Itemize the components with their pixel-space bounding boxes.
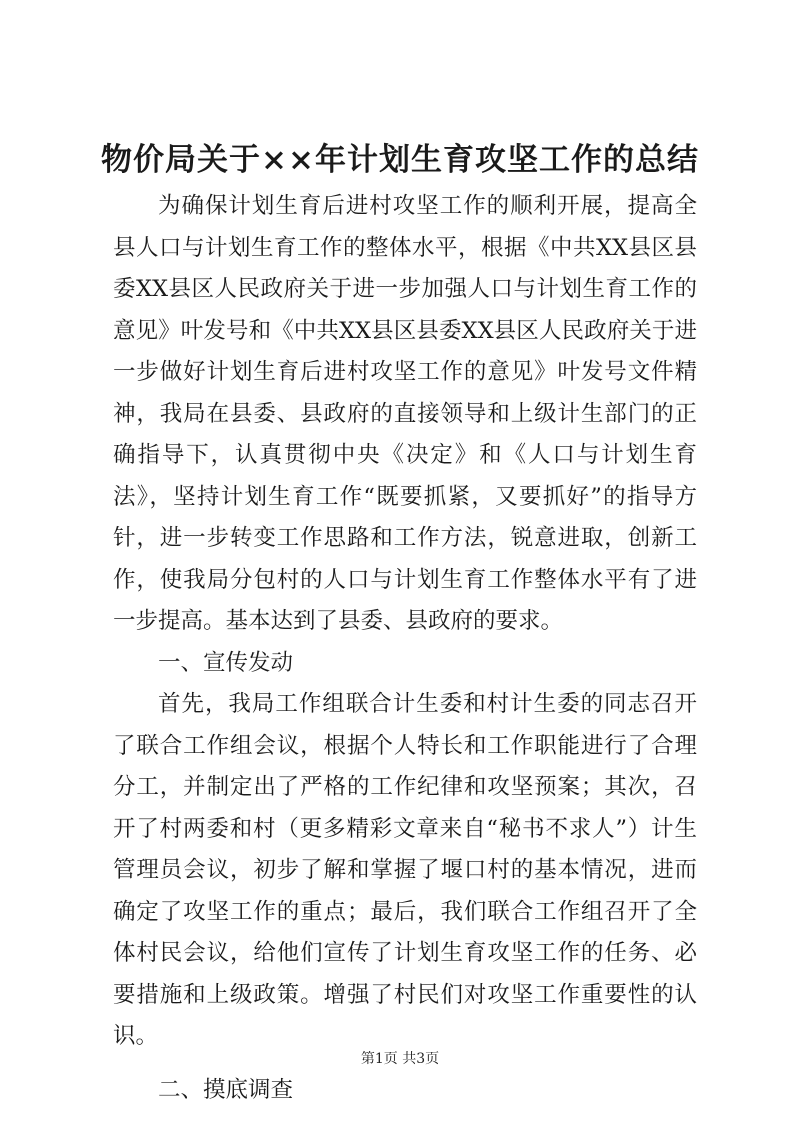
- document-body: [113, 186, 697, 1111]
- page-number-footer: 第1页 共3页: [360, 1051, 440, 1067]
- section-paragraph-publicity: 首先，我局工作组联合计生委和村计生委的同志召开了联合工作组会议，根据个人特长和工作职能进行了合理分工，并制定出了严格的工作纪律和攻坚预案；其次，召开了村两委和村（更多精彩文章来自“秘书不求人”）计生管理员会议，初步了解和掌握了堰口村的基本情况，进而确定了攻坚工作的重点；最后，我们联合工作组召开了全体村民会议，给他们宣传了计划生育攻坚工作的任务、必要措施和上级政策。增强了村民们对攻坚工作重要性的认识。: [113, 691, 697, 1049]
- intro-paragraph: 为确保计划生育后进村攻坚工作的顺利开展，提高全县人口与计划生育工作的整体水平，根据《中共XX县区县委XX县区人民政府关于进一步加强人口与计划生育工作的意见》叶发号和《中共XX县区县委XX县区人民政府关于进一步做好计划生育后进村攻坚工作的意见》叶发号文件精神，我局在县委、县政府的直接领导和上级计生部门的正确指导下，认真贯彻中央《决定》和《人口与计划生育法》，坚持计划生育工作“既要抓紧，又要抓好”的指导方针，进一步转变工作思路和工作方法，锐意进取，创新工作，使我局分包村的人口与计划生育工作整体水平有了进一步提高。基本达到了县委、县政府的要求。: [113, 193, 697, 634]
- page-title: 物价局关于××年计划生育攻坚工作的总结: [101, 142, 699, 178]
- section-heading-survey: 二、摸底调查: [158, 1076, 294, 1103]
- section-heading-publicity: 一、宣传发动: [158, 649, 294, 676]
